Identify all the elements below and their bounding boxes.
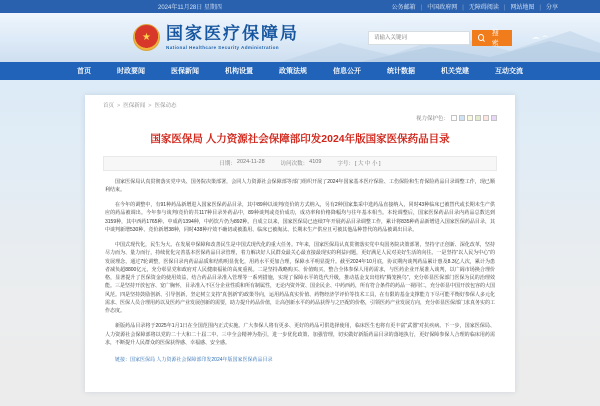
- eye-protect-swatch-green[interactable]: [475, 115, 481, 121]
- topbar-link-mailbox[interactable]: 公务邮箱: [391, 5, 416, 11]
- site-title: 国家医疗保障局: [166, 24, 299, 44]
- site-header: [0, 13, 600, 62]
- breadcrumb-home[interactable]: 首页: [103, 103, 115, 109]
- eye-protect-swatch-purple[interactable]: [491, 115, 497, 121]
- font-size-options[interactable]: [ 大 中 小 ]: [354, 161, 381, 168]
- search-button[interactable]: [472, 30, 512, 46]
- article-paragraph-3: 中国式现代化，民生为大。在发展中保障和改善民生是中国式现代化的重大任务。7年来，国家医保局认真贯彻落实党中央国务院决策部署，坚持守正创新、深化改革，坚持尽力而为、量力而行，持续优化完善基本医保药品目录管理，着力解决好人民群众最关心最直接最现实的利益问题，更好满足人民对美好生活的向往。一是坚持“以人民为中心”的发展理念，通过7轮调整，医保目录内药品品质和结构明显优化，用药水平更加合理，保障水平明显提升。截至2024年10月底，协议期内谈判药品累计惠及8.3亿人次，累计为患者减负超8800亿元，充分彰显党和政府对人民健康福祉的高度重视。二是坚持战略购买、价值购买，整合全体参保人用药需求，与医药企业开展准入谈判，以广阔市场换合理价格，显著提升了医保资金的使用效益，结合药品目录准入管理等一系列措施，实现了保障水平的迭代升级，推动基金支出结构“腾笼换鸟”，充分彰显医保部门医保为民的治理效能。三是坚持开放包容、宽广胸怀，目录准入不区分企业性质和所有制属性，无论内资外资、国企民企、中药西药，所有符合条件的药品一视同仁，充分彰显中国开放包容的大国风范。四是坚持鼓励创新、引导创新，坚定树立支持“真创新”的政策导向，运用药品真实价值、药物经济学评价等技术工具，在有限的基金支撑能力下尽可能平衡好参保人多元化需求、医保人员合理用药以及医药产业发展创新的需要，助力提升药品价值，让高创新水平的药品获得与之匹配的价格，引领医药产业发展方向，充分彰显医保部门求真务实的工作态度。: [105, 242, 496, 315]
- breadcrumb: [103, 101, 497, 109]
- page-background: [0, 80, 600, 406]
- header-search: [368, 30, 512, 46]
- article-title: 国家医保局 人力资源社会保障部印发2024年版国家医保药品目录: [150, 133, 450, 145]
- topbar-link-gov[interactable]: | 中国政府网: [416, 2, 458, 11]
- nav-item-interaction[interactable]: 互动交流: [495, 68, 523, 75]
- magnifier-icon: [478, 34, 484, 41]
- national-emblem-icon: ★: [133, 24, 160, 51]
- nav-item-info-disclosure[interactable]: 信息公开: [333, 68, 361, 75]
- topbar-links: [392, 2, 558, 11]
- eye-protection-label: 视力保护色：: [415, 116, 449, 122]
- topbar-link-share[interactable]: | 分享: [534, 2, 558, 11]
- current-date: 2024年11月28日 星期四: [158, 5, 222, 11]
- site-logo[interactable]: [133, 24, 299, 51]
- eye-protection-row: [103, 114, 497, 122]
- site-title-english: National Healthcare Security Administration: [166, 44, 280, 50]
- search-input[interactable]: [368, 31, 470, 45]
- related-document-link[interactable]: 链接：国家医保局 人力资源社会保障部印发2024年版国家医保药品目录: [115, 357, 273, 364]
- article-paragraph-2: 在今年的调整中，有91种药品新增进入国家医保药品目录，其中89种以谈判/竞价的方式纳入，另有2种国家集采中选药品直接纳入，同时43种临床已被替代或长期未生产供应的药品被调出。今年参与谈判/竞价的共117种目录外药品中，89种谈判或竞价成功，成功率和价格降幅均与往年基本相当。本轮调整后，国家医保药品目录内药品总数达到3159种，其中西药1765种、中成药1394种，中药饮片仍为892种。自成立以来，国家医保局已连续7年开展药品目录调整工作，累计将835种药品新增进入国家医保药品目录，其中谈判新增530种、竞价新增38种，同时438种疗效不确切或被滥用、临床已被淘汰、长期未生产供应且可被其他品种替代的药品被调出目录。: [105, 202, 495, 233]
- eye-protect-swatch-yellow[interactable]: [467, 115, 473, 121]
- article-date: 日期： 2024-11-28: [219, 159, 265, 168]
- nav-item-home[interactable]: 首页: [77, 68, 91, 75]
- nav-item-politics-news[interactable]: 时政要闻: [117, 68, 145, 75]
- article-paragraph-4: 新版药品目录将于2025年1月1日在全国范围内正式实施。广大参保人将有更多、更好的药品可供选择使用，临床医生也将有更丰富“武器”对抗疾病。下一步，国家医保局、人力资源社会保障部将以党的二十大和二十届二中、三中全会精神为指引，进一步优化政策、加强管理，切实做好新版药品目录的落地执行，更好保障参保人合理的临床用药需求，不断提升人民群众的医保获得感、幸福感、安全感。: [105, 323, 495, 346]
- article-view-count: 访问次数： 4109: [280, 159, 322, 168]
- topbar-link-accessibility[interactable]: | 无障碍阅读: [457, 2, 499, 11]
- nav-item-policies[interactable]: 政策法规: [279, 68, 307, 75]
- article-body: [103, 178, 497, 364]
- eye-protect-swatch-blue[interactable]: [459, 115, 465, 121]
- main-navigation: [0, 62, 600, 80]
- article-paragraph-1: 国家医保局认真贯彻落实党中央、国务院决策部署，会同人力资源社会保障部等部门组织开展了2024年国家基本医疗保险、工伤保险和生育保险药品目录调整工作，现已顺利结束。: [105, 178, 495, 193]
- eye-protect-swatch-white[interactable]: [451, 115, 457, 121]
- article-meta-bar: [103, 156, 497, 171]
- top-utility-bar: [0, 0, 600, 13]
- font-size-control: 字号： [ 大 中 小 ]: [337, 161, 381, 168]
- topbar-link-sitemap[interactable]: | 网站地图: [499, 2, 535, 11]
- breadcrumb-current: > 医保动态: [145, 101, 176, 109]
- search-button-label: 搜 索: [491, 29, 501, 47]
- breadcrumb-news[interactable]: > 医保新闻: [114, 101, 145, 109]
- nav-item-medical-insurance-news[interactable]: 医保新闻: [171, 68, 199, 75]
- nav-item-party-building[interactable]: 机关党建: [441, 68, 469, 75]
- nav-item-statistics[interactable]: 统计数据: [387, 68, 415, 75]
- content-card: [85, 95, 515, 392]
- eye-protect-swatch-pink[interactable]: [483, 115, 489, 121]
- nav-item-organization[interactable]: 机构设置: [225, 68, 253, 75]
